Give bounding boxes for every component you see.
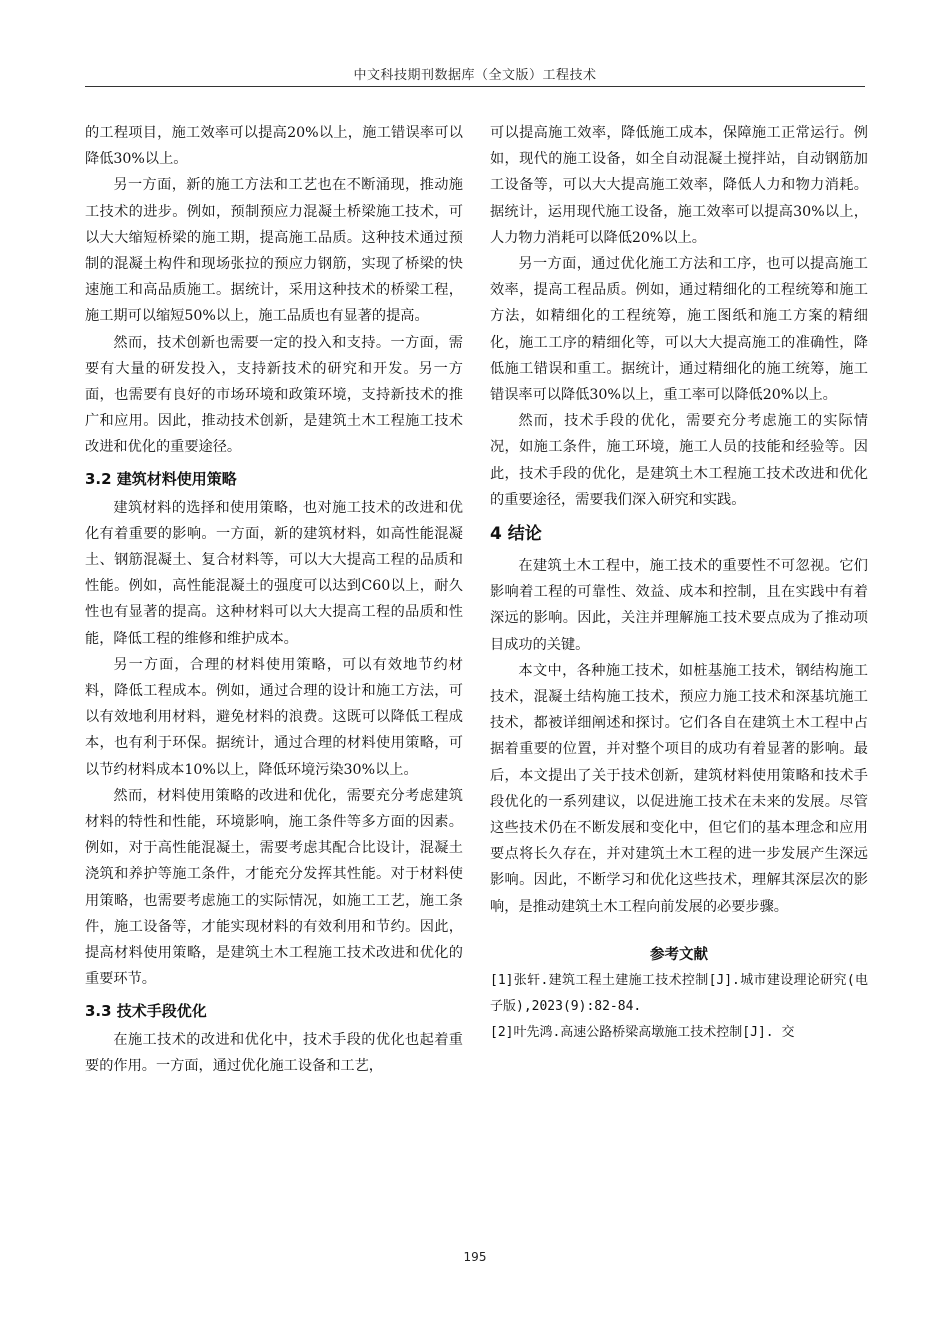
page-number: 195 [463, 1250, 487, 1264]
reference-item: [1]张轩.建筑工程土建施工技术控制[J].城市建设理论研究(电子版),2023(9):82-84. [490, 972, 868, 1014]
running-header: 中文科技期刊数据库（全文版）工程技术 [353, 68, 597, 83]
reference-item: [2]叶先鸿.高速公路桥梁高墩施工技术控制[J]. 交 [490, 1024, 795, 1040]
left-column [85, 120, 463, 1079]
paragraph: 在施工技术的改进和优化中，技术手段的优化也起着重要的作用。一方面，通过优化施工设备和工艺， [85, 1031, 463, 1074]
paragraph: 可以提高施工效率，降低施工成本，保障施工正常运行。例如，现代的施工设备，如全自动混凝土搅拌站，自动钢筋加工设备等，可以大大提高施工效率，降低人力和物力消耗。据统计，运用现代施工设备，施工效率可以提高30%以上，人力物力消耗可以降低20%以上。 [490, 125, 868, 246]
paragraph: 在建筑土木工程中，施工技术的重要性不可忽视。它们影响着工程的可靠性、效益、成本和控制，且在实践中有着深远的影响。因此，关注并理解施工技术要点成为了推动项目成功的关键。 [490, 558, 868, 653]
section-heading-4: 4 结论 [490, 524, 542, 545]
paragraph: 另一方面，通过优化施工方法和工序，也可以提高施工效率，提高工程品质。例如，通过精细化的工程统筹和施工方法，如精细化的工程统筹，施工图纸和施工方案的精细化，施工工序的精细化等，可以大大提高施工的准确性，降低施工错误和重工。据统计，通过精细化的施工统筹，施工错误率可以降低30%以上，重工率可以降低20%以上。 [490, 256, 868, 404]
section-heading-3-3: 3.3 技术手段优化 [85, 1001, 207, 1020]
paragraph: 本文中，各种施工技术，如桩基施工技术，钢结构施工技术，混凝土结构施工技术，预应力施工技术和深基坑施工技术，都被详细阐述和探讨。它们各自在建筑土木工程中占据着重要的位置，并对整个项目的成功有着显著的影响。最后，本文提出了关于技术创新，建筑材料使用策略和技术手段优化的一系列建议，以促进施工技术在未来的发展。尽管这些技术仍在不断发展和变化中，但它们的基本理念和应用要点将长久存在，并对建筑土木工程的进一步发展产生深远影响。因此，不断学习和优化这些技术，理解其深层次的影响，是推动建筑土木工程向前发展的必要步骤。 [490, 662, 868, 915]
paragraph: 然而，技术创新也需要一定的投入和支持。一方面，需要有大量的研发投入，支持新技术的研究和开发。另一方面，也需要有良好的市场环境和政策环境，支持新技术的推广和应用。因此，推动技术创新，是建筑土木工程施工技术改进和优化的重要途径。 [85, 334, 463, 456]
paragraph: 建筑材料的选择和使用策略，也对施工技术的改进和优化有着重要的影响。一方面，新的建筑材料，如高性能混凝土、钢筋混凝土、复合材料等，可以大大提高工程的品质和性能。例如，高性能混凝土的强度可以达到C60以上，耐久性也有显著的提高。这种材料可以大大提高工程的品质和性能，降低工程的维修和维护成本。 [85, 499, 463, 647]
paragraph: 的工程项目，施工效率可以提高20%以上，施工错误率可以降低30%以上。 [85, 125, 463, 168]
paragraph: 另一方面，新的施工方法和工艺也在不断涌现，推动施工技术的进步。例如，预制预应力混凝土桥梁施工技术，可以大大缩短桥梁的施工期，提高施工品质。这种技术通过预制的混凝土构件和现场张拉的预应力钢筋，实现了桥梁的快速施工和高品质施工。据统计，采用这种技术的桥梁工程，施工期可以缩短50%以上，施工品质也有显著的提高。 [85, 177, 463, 325]
section-heading-3-2: 3.2 建筑材料使用策略 [85, 469, 237, 488]
references-title: 参考文献 [650, 946, 708, 963]
paragraph: 然而，材料使用策略的改进和优化，需要充分考虑建筑材料的特性和性能，环境影响，施工条件等多方面的因素。例如，对于高性能混凝土，需要考虑其配合比设计，混凝土浇筑和养护等施工条件，才能充分发挥其性能。对于材料使用策略，也需要考虑施工的实际情况，如施工工艺，施工条件，施工设备等，才能实现材料的有效利用和节约。因此，提高材料使用策略，是建筑土木工程施工技术改进和优化的重要环节。 [85, 787, 463, 988]
header-rule [85, 86, 865, 87]
paragraph: 然而，技术手段的优化，需要充分考虑施工的实际情况，如施工条件，施工环境，施工人员的技能和经验等。因此，技术手段的优化，是建筑土木工程施工技术改进和优化的重要途径，需要我们深入研究和实践。 [490, 413, 868, 508]
paragraph: 另一方面，合理的材料使用策略，可以有效地节约材料，降低工程成本。例如，通过合理的设计和施工方法，可以有效地利用材料，避免材料的浪费。这既可以降低工程成本，也有利于环保。据统计，通过合理的材料使用策略，可以节约材料成本10%以上，降低环境污染30%以上。 [85, 656, 463, 778]
right-column [490, 120, 868, 1046]
